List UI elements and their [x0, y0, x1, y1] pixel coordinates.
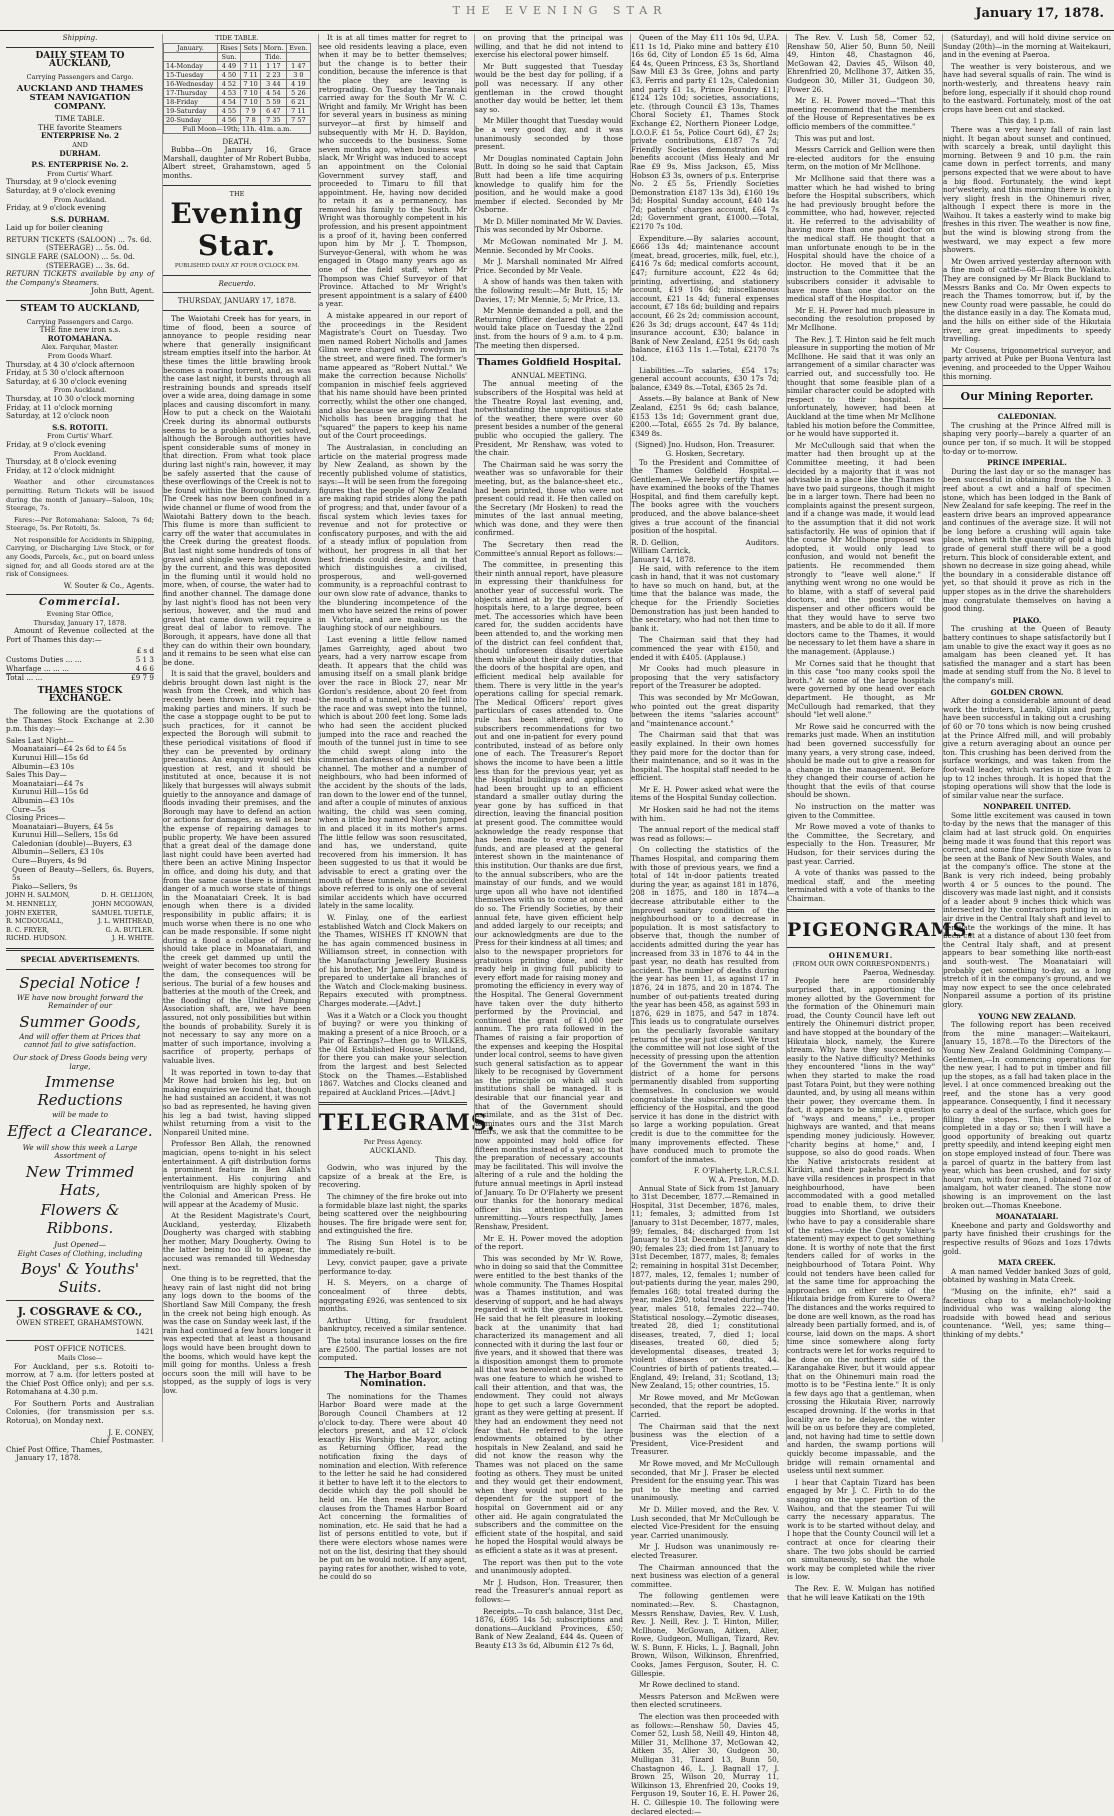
article-paragraph: Mr J. Hudson, Hon. Treasurer, then read the Treasurer's annual report as follows:— [475, 1577, 623, 1604]
fares-note: Fares:—Per Rotomahana: Saloon, 7s 6d; Steerage, 5s. Per Rotoiti, 5s. [6, 515, 154, 533]
schedule-title: S.S. DURHAM. [50, 214, 110, 224]
column-5 [630, 33, 779, 1816]
table-row: 18-Friday 4 54 7 10 5 59 6 21 [164, 97, 311, 106]
post-office-place: Chief Post Office, Thames, [6, 1444, 103, 1454]
stock-line: Kurunui Hill—15s 6d [12, 752, 89, 762]
article-paragraph: Last evening a little fellow named James Garreighty, aged about two years, had a very narrow escape from death. It appears that the child was amusing itself on a small plank bridge over the race in Block 27, near Mr Gordon's residence, about 20 feet from the mouth of a tunnel, when he fell into the race and was swept into the tunnel, which is about 200 feet long. Some lads who had seen the accident plucked jumped into the race and reached the mouth of the tunnel just in time to see the child swept along into the cimmerian darkness of the underground channel. The mother and a number of neighbours, who had been informed of the accident by the shouts of the lads, ran down to the lower end of the tunnel, and after a couple of minutes of anxious waiting, the child was seen coming, when a little boy named Norton jumped in and placed it in its mother's arms. The little fellow was soon resuscitated, and has, we understand, quite recovered from his immersion. It has been suggested to us that it would be advisable to erect a grating over the mouth of these tunnels, as the accident above referred to is only one of several similar accidents which have occurred lately in the same locality. [319, 634, 467, 911]
auditor-row: R. D. Gellion, Auditors. [631, 537, 779, 547]
article-paragraph: A man named Vedder banked 3ozs of gold, obtained by washing in Mata Creek. [943, 1266, 1111, 1285]
schedule-line: From Auckland. [53, 449, 107, 458]
page-header [0, 0, 1114, 31]
article-paragraph: Liabilities.—To salaries, £54 17s; general account accounts, £30 17s 7d; balance, £349 8s.—Total, £365 2s 7d. [631, 365, 779, 392]
article-paragraph: Mr Mennie demanded a poll, and the Returning Officer declared that a poll would take place on Tuesday the 22nd inst. from the hours of 9 a.m. to 4 p.m. The meeting then dispersed. [475, 306, 623, 350]
dateline: This day, 1 p.m. [998, 116, 1056, 126]
stock-line: Kurunui Hill—Sellers, 15s 6d [12, 830, 119, 840]
article-paragraph: The annual meeting of the subscribers of the Hospital was held at the Theatre Royal last evening, and, notwithstanding the unpropitious state of the weather, there were over 60 present besides a number of the general public who occupied the gallery. The President, Mr Renshaw, was voted to the chair. [475, 379, 624, 458]
motto: Recuerdo. [218, 278, 256, 288]
article-paragraph: Mr E. H. Power had much pleasure in seconding the resolution proposed by Mr McIlhone. [787, 305, 935, 332]
nameplate-the: THE [229, 189, 245, 198]
article-paragraph: A vote of thanks was passed to the medical staff, and the meeting terminated with a vote of thanks to the Chairman. [787, 868, 935, 903]
table-row: 16-Wednesday 4 52 7 10 3 44 4 19 [164, 79, 311, 88]
article-paragraph: Receipts.—To cash balance, 31st Dec, 1876, £695 14s 5d; subscriptions and donations—Auckland Provinces, £50; Bank of New Zealand, £44 4s. Queen of Beauty £13 3s 6d, Albumin £12 7s 6d, [475, 1606, 623, 1650]
article-paragraph: Mr Owen arrived yesterday afternoon with a fine mob of cattle—68—from the Waikato. They are consigned by Mr Black Buckland to Messrs Banks and Co. Mr Owen expects to reach the Thames tomorrow, but if, by the new County road were passable, he could do the distance easily in a day. The Komata mud, and the hills on either side of the Hikutaia river, are great impediments to speedy travelling. [943, 256, 1111, 344]
hospital-heading: Thames Goldfield Hospital. [476, 357, 622, 369]
article-paragraph: The Rev. E. W. Mulgan has notified that he will leave Katikati on the 19th [787, 1583, 935, 1602]
edition-date: THURSDAY, JANUARY 17, 1878. [177, 296, 297, 306]
article-paragraph: Mr E. H. Power asked what were the items of the Hospital Sunday collection. [631, 784, 779, 803]
schedule-line: Friday, at 12 o'clock midnight [6, 465, 115, 475]
article-paragraph: Mr McCullough said that when the matter had then brought up at the Committee meeting, it had been decided by a majority that it was not advisable in a place like the Thames to have two paid surgeons, though it might be in a larger town. There had been no complaints against the present surgeon, and if a change was made, it would lead to the assumption that it did not work satisfactorily. He was of opinion that if the course Mr McIlhone proposed was adopted, it would only lead to confusion, and would not benefit the patients. He recommended them strongly to "leave well alone." If anything went wrong no one would be to blame, with a staff of several paid doctors, and the position of the dispenser and other officers would be that they would have to serve two masters, and be able to do it all. If more doctors came to the Thames, it would be necessary to let them have a share in the management. (Applause.) [787, 440, 935, 656]
correspondents-line: (FROM OUR OWN CORRESPONDENTS.) [792, 960, 930, 969]
ad-text: Our stock of Dress Goods being very large, [13, 1052, 147, 1071]
liability-note: Not responsible for Accidents in Shipping, Carrying, or Discharging Live Stock, or for any Goods, Parcels, &c., put on board unless signed for, and all Goods stored are at the risk of Consignees. [6, 535, 155, 579]
boys-suits: Boys' & Youths' Suits. [20, 1260, 140, 1297]
article-paragraph: To the President and Committee of the Thames Goldfield Hospital.—Gentlemen,—We hereby certify that we have examined the books of the Thames Hospital, and find them carefully kept. The books agree with the vouchers produced, and the above balance-sheet gives a true account of the financial position of the hospital. [631, 457, 779, 536]
article-paragraph: Mr Hosken said he had not the items with him. [631, 805, 779, 823]
article-paragraph: Messrs Paterson and McEwen were then elected scrutineers. [631, 1691, 779, 1710]
stock-line: Moanataiari—£4 7s [12, 778, 84, 788]
ad-subtitle: Carrying Passengers and Cargo. [26, 72, 134, 81]
article-paragraph: The Rev. V. Lush 58, Comer 52, Renshaw 50, Alier 50, Bunn 50, Neill 49, Hinton 48, Chastagnon 46, McGowan 42, Davies 45, Wilson 40, Ehrenfried 20, McIlhone 37, Aitken 35, Gudgeon 30, Miller 31, Gudgeon 30, Power 26. [787, 33, 935, 94]
article-paragraph: Messrs Carrick and Gellion were then re-elected auditors for the ensuing term, on the motion of Mr McIlhone. [787, 145, 935, 172]
post-notice: For Southern Ports and Australian Colonies, (for transmission per s.s. Rotorua), on Monday next. [6, 1398, 154, 1426]
article-paragraph: One thing is to be regretted, that the heavy rain of last night did not bring any logs down to the booms of the Shortland Saw Mill Company, the fresh in the creek not being high enough. As was the case on Sunday week last, if the rain had continued a few hours longer it was expected that at least a thousand logs would have been brought down to the booms, which would have kept the mill going for months. Unless a fresh occurs soon the mill will have to be stopped, as the supply of logs is very low. [163, 1274, 311, 1395]
ad-text: We will show this week a Large Assortment of [22, 1142, 138, 1161]
schedule-line: Saturday, at 12 o'clock noon [6, 411, 110, 421]
article-paragraph: After doing a considerable amount of dead work the tributers, Lamb, Gilpin and party, have been successful in taking out a crushing of 60 or 70 tons which is now being crushed at the Prince Alfred mill, and will probably give a return averaging about an ounce per ton. This crushing has been derived from the surface workings, and was taken from the foot-wall leader, which varies in size from 2 up to 12 inches through. It is hoped that the stoping operations will show that the lode is of similar value near the surface. [943, 696, 1111, 800]
schedule-line: Laid up for boiler cleaning [6, 223, 103, 233]
article-paragraph: W. Finlay, one of the earliest established Watch and Clock Makers on the Thames, WISHES IT KNOWN that he has again commenced business in Williamson street, in connection with the Manufacturing Jewellery Business of his brother, Mr James Finlay, and is prepared to undertake all branches of the Watch and Clock-making business. Repairs executed with promptness. Charges moderate.—[Advt.] [319, 912, 467, 1008]
schedule-line: From Curtis' Wharf. [47, 432, 113, 441]
stock-intro: The following are the quotations of the Thames Stock Exchange at 2.30 p.m. this day:— [6, 706, 154, 734]
schedule-line: Thursday, at 4 30 o'clock afternoon [6, 359, 135, 369]
article-paragraph: Mr McGowan nominated Mr J. M. Mennie. Seconded by Mr Cooks. [475, 237, 623, 255]
article-paragraph: The weather is very boisterous, and we have had several squalls of rain. The wind is north-westerly, and threatens heavy rain before long, especially if it should chop round to the eastward. Fortunately, most of the oat crops have been cut and stacked. [943, 61, 1111, 114]
article-paragraph: There was a very heavy fall of rain last night. It began about sunset and continued, with scarcely a break, until daylight this morning. Between 9 and 10 p.m. the rain came down in perfect torrents, and many persons expected that we were about to have a big flood. Fortunately, the wind kept nor'westerly, and this morning there is only a very slight fresh in the Ohinemuri river, although I expect there is more in the Waihou. It takes a easterly wind to make big freshes in this river. The weather is now fine, but the wind is blowing strong from the westward, we may expect a few more showers. [943, 124, 1111, 255]
ad-text: Just Opened— [54, 1239, 106, 1249]
ohinemuri-heading: OHINEMURI. [828, 950, 894, 960]
article-paragraph: This was seconded by Mr W. Rowe, who in doing so said that the Committee were entitled to the best thanks of the whole community. The Thames Hospital was a Thames institution, and was deserving of support, and he had always regarded it with the greatest interest. He said that he felt pleasure in looking back at the unanimity that had characterized its management and all connected with it during the last four or five years, and it showed that there was a disposition amongst them to promote all that was benevolent and good. There was one feature to which he wished to call their attention, and that was, the endowment. They could not always hope to get such a large Government grant as they were getting at present. If they had an endowment they need not fear that. He referred to the large endowments obtained by other hospitals in New Zealand, and said he did not know the reason why the Thames was not placed on the same footing as others. They must be united and they would get their endowment, when they would not need to be dependent for the support of the hospital on Government aid or any other aid. He again congratulated the subscribers and the committee on the efficient state of the hospital, and said he hoped the Hospital would always be as efficient a state as it was at present. [475, 1253, 623, 1555]
steamer-name: ROTOMAHANA. [47, 333, 113, 343]
dateline: Paeroa, Wednesday. [862, 967, 935, 977]
schedule-line: From Goods Wharf. [47, 352, 113, 360]
mine-heading: GOLDEN CROWN. [990, 687, 1064, 697]
ad-number: 1421 [135, 1326, 154, 1336]
article-paragraph: The election was then proceeded with as follows:—Renshaw 50, Davies 45, Comer 52, Lush 58, Neill 49, Hinton 48, Miller 31, McIlhone 37, McGowan 42, Aitken 35, Alier 30, Gudgeon 30, Mulligan 31, Tizard 13, Bunn 50, Chastagnon 46, L. J. Bagnall 17, J. Brown 25, Wilson 20, Murray 11, Wilkinson 13, Ehrenfried 20, Cooks 19, Ferguson 19, Souter 16, E. H. Power 26, H. C. Gillespie 10. The following were declared elected:— [631, 1712, 779, 1816]
telegram-item: Arthur Utting, for fraudulent bankruptcy, received a similar sentence. [319, 1315, 467, 1334]
revenue-intro: Amount of Revenue collected at the Port of Thames this day:— [6, 626, 154, 644]
return-note: RETURN TICKETS available by any of the Company's Steamers. [6, 269, 154, 287]
article-paragraph: Kneebone and party and Goldsworthy and party have finished their crushings for the respective results of 96ozs and 1ozs 17dwts gold. [943, 1220, 1111, 1256]
article-paragraph: The Chairman said that that was easily explained. In their own homes they paid more for the doctor than for their maintenance, and so it was in the hospital. The hospital staff needed to be efficient. [631, 730, 779, 783]
favorite-steamers: THE favorite Steamers [38, 122, 122, 132]
article-paragraph: The Waiotahi Creek has for years, in time of flood, been a source of annoyance to people residing near where that generally insignificant stream empties itself into the harbor. At these times the little brawling brook becomes a roaring torrent, and, as was the case last night, it bursts through all restraining bounds and spreads itself over a wide area, doing damage in some places and causing discomfort in many. How to put a check on the Waiotahi Creek during its abnormal outbursts seems to be a problem not yet solved, although the Borough authorities have spent considerable sums of money in that direction. From what took place during last night's rain, however, it may be safely asserted that the cause of these overflowings of the Creek is not to be found within the Borough boundary. The Creek has now been confined in a wide channel or flume of wood from the Waiotahi Battery down to the beach. This flume is more than sufficient to carry off the water that accumulates in the Creek during the greatest floods. But last night some hundreds of tons of gravel and shingle were brought down by the current, and this was deposited in the fluming until it would hold no more, when, of course, the water had to find another channel. The damage done by last night's flood has not been very serious, however, and the mud and gravel that came down will require a great deal of labor to remove. The Borough, it appears, have done all that they can do within their own boundary, and it remains to be seen what else can be done. [163, 313, 311, 667]
harbor-board-heading: The Harbor Board Nomination. [344, 1369, 442, 1390]
published-line: PUBLISHED DAILY AT FOUR O'CLOCK P.M. [174, 263, 300, 270]
schedule-line: From Auckland. [53, 195, 107, 204]
stock-line: Albumin—Sellers, £3 10s [12, 847, 104, 857]
ad-text: will be made to [52, 1110, 108, 1120]
article-paragraph: Mr Rowe moved, and Mr McGowan seconded, that the report be adopted. Carried. [631, 1392, 779, 1420]
broker-row: R. MCDOUGALL, J. L. WHITHEAD, [6, 917, 154, 926]
steamer-name: ENTERPRISE No. 2 [40, 131, 119, 141]
stock-title: THAMES STOCK EXCHANGE. [37, 685, 123, 705]
article-paragraph: The report was then put to the vote and unanimously adopted. [475, 1557, 623, 1576]
table-header-row: Sun. Tide. [164, 52, 311, 61]
article-paragraph: The following gentlemen were nominated:—Rev. S. Chastagnon, Messrs Renshaw, Davies, Rev. V. Lush, Rev. J. Neill, Rev. J. T. Hinton, Miller, McIlhone, McGowan, Aitken, Alier, Rowe, Gudgeon, Mulligan, Tizard, Rev. W. S. Bunn, F. Hicks, L. J. Bagnall, John Brown, Wilson, Wilkinson, Ehrenfried, Cooks, James Ferguson, Souter, H. C. Gillespie. [631, 1591, 779, 1678]
article-paragraph: Mr Butt suggested that Tuesday would be the best day for polling, if a poll was necessary. If any other gentleman in the crowd thought another day would be better, let them say so. [475, 61, 623, 114]
article-paragraph: The Australasian, in concluding an article on the material progress made by New Zealand, as shown by the recently published volume of statistics, says:—It will be seen from the foregoing figures that the people of New Zealand are making rapid strides along the path of progress; and that, under favour of a fiscal system which levies taxes for revenue and not for protective or confiscatory purposes, and with the aid of a steady influx of population from without, her progress in all that her best friends could desire, and in that which distinguishes a civilised, prosperous, and well-governed community, is a reproachful contrast to our own slow rate of advance, thanks to the blundering incompetence of the men who have seized the reins of power in Victoria, and are making us the laughing stock of our neighbours. [319, 442, 467, 633]
article-paragraph: Mr J. Marshall nominated Mr Alfred Price. Seconded by Mr Veale. [475, 257, 623, 275]
article-paragraph: Was it a Watch or a Clock you thought of buying? or were you thinking of making a present of a nice Brooch, or a Pair of Earrings?—then go to WILKES, the Old Established House, Shortland, for there you can make your selection from the largest and best Selected Stock on the Thames.—Established 1867. Watches and Clocks cleaned and repaired at Auckland Prices.—[Advt.] [319, 1010, 467, 1097]
broker-row: B. C. FRYER, G. A. BUTLER. [6, 925, 154, 934]
broker-row: RICHD. HUDSON. J. H. WHITE. [6, 934, 154, 943]
table-row: 19-Saturday 4 55 7 9 6 47 7 11 [164, 106, 311, 115]
steamer-name: DURHAM. [59, 148, 101, 158]
stock-line: Sales Last Night— [6, 735, 74, 745]
article-paragraph: Mr Rowe moved, and Mr McCullough seconded, that Mr J. Fraser be elected President for the ensuing year. This was put to the meeting and carried unanimously. [631, 1459, 779, 1503]
hospital-subheading: ANNUAL MEETING. [511, 370, 587, 380]
table-row: 14-Monday 4 49 7 11 1 17 1 47 [164, 61, 311, 70]
tide-table [163, 43, 311, 134]
article-paragraph: It was reported in town to-day that Mr Rowe had broken his leg, but on making enquiries we found that, though he had sustained an accident, it was not so bad as represented, he having given his leg a bad twist, having slipped whilst returning from a visit to the Nonpareil United mine. [163, 1067, 311, 1137]
stock-line: Moanataiari—£4 2s 6d to £4 5s [12, 744, 127, 754]
pigeongrams-heading: PIGEONGRAMS. [787, 918, 975, 941]
ad-line: THE fine new iron s.s. [39, 325, 121, 335]
article-paragraph: The Chairman announced that the next business was election of a general committee. [631, 1562, 779, 1589]
mine-heading: PIAKO. [1012, 615, 1042, 625]
schedule-line: From Curtis' Wharf. [47, 169, 113, 178]
post-notice: For Auckland, per s.s. Rotoiti to-morrow, at 7 a.m. (for letters posted at the Chief Post Office only); and per s.s. Rotomahana at 4.30 p.m. [6, 1361, 154, 1397]
article-paragraph: During the last day or so the manager has been successful in obtaining from the No. 3 reef about a cwt and a half of specimen stone, which has been lodged in the Bank of New Zealand for safe keeping. The reef in the eastern drive bears an improved appearance and continues of the average size. It will not be long before a crushing will again take place, when with the quantity of gold a high grade of general stuff there will be a good return. This block of considerable extent, and shown no decrease in size going ahead, while the boundary in a considerable distance off yet, so that should it prove as rich in the upper stopes as in the drive the shareholders may congratulate themselves on having a good thing. [943, 466, 1111, 614]
table-row: Full Moon—19th; 11h. 41m. a.m. [164, 124, 311, 133]
broker-row: M. HENNELLY, JOHN MCGOWAN, [6, 900, 154, 909]
mails-close: Mails Close— [57, 1353, 103, 1362]
agent-signature: John Butt, Agent. [91, 286, 154, 296]
masthead: THE EVENING STAR [452, 4, 668, 17]
article-paragraph: Mr McIlhone said that there was a matter which he had wished to bring before the Hospital subscribers, which he had previously brought before the committee, who had, however, rejected it. He referred to the advisability of having more than one paid doctor on the medical staff. He thought that a man unfortunate enough to be in the Hospital should have the choice of a doctor. He moved that it be an instruction to the Committee that the subscribers consider it advisable to have more than one doctor on the medical staff of the Hospital. [787, 173, 935, 304]
stock-line: Cure—Buyers, 4s 9d [12, 856, 87, 866]
revenue-total: Total ... ... £9 7 9 [6, 673, 154, 683]
dateline-time: This day. [435, 1154, 467, 1164]
schedule-line: Thursday, at 8 o'clock evening [6, 457, 117, 467]
steamer-name: S.S. ROTOITI. [52, 422, 108, 432]
telegram-item: Godwin, who was injured by the capsize of a break at the Ere, is recovering. [319, 1163, 467, 1190]
mine-heading: MOANATAIARI. [995, 1212, 1059, 1222]
article-paragraph: I hear that Captain Tizard has been engaged by Mr J. C. Firth to do the snagging on the upper portion of the Waihou, and that the steamer Tui will carry the necessary apparatus. The work is to be started without delay, and I hope that the County Council will let a contract at once for clearing their share. The two jobs should be carried on simultaneously, so that the whole work may be completed while the river is low. [787, 1477, 935, 1582]
article-paragraph: No instruction on the matter was given to the Committee. [787, 802, 935, 820]
article-paragraph: The following report has been received from the mine manager:—Waitekauri, January 15, 1878.—To the Directors of the Young New Zealand Goldmining Company.—Gentlemen,—In commencing operations for the new year, I had to put in timber and fill up the stopes, as a fall had taken place in the level. I at once commenced breaking out the reef, and the stone has a very good appearance. Consequently, I find it necessary to carry a deal of the surface, which goes for filling the stopes. This work will be completed in a day or so; then I will have a good opportunity of breaking out quartz pretty speedily, and intend keeping eight men on stope employed instead of four. There was a parcel of quartz in the battery from last year, which has been crushed, and for sixty hours' run, with four men, I obtained 71oz of amalgam, hot water cleaned. The stone now showing is an improvement on the last broken out.—Thomas Kneebone. [943, 1020, 1111, 1210]
signature: W. A. Preston, M.D. [708, 1175, 779, 1184]
stock-line: Albumin—£3 10s [12, 795, 74, 805]
effect-clearance: Effect a Clearance. [7, 1121, 153, 1140]
stock-line: Piako—Sellers, 9s [12, 881, 78, 891]
stock-line: Queen of Beauty—Sellers, 6s. Buyers, 5s [12, 864, 154, 883]
mine-heading: CALEDONIAN. [997, 412, 1057, 422]
schedule-title: P.S. ENTERPRISE No. 2. [31, 160, 129, 170]
article-paragraph: Queen of the May £11 10s 9d, U.P.A. £11 1s 1d, Piako mine and battery £10 16s 6d, City of London £5 1s 6d, Alma £4 4s, Queen Princess, £3 3s, Shortland Saw Mill £3 3s Gree, Johns and party £3, Ferris and party £1 12s, Caledonian and party £1 1s, Prince Foundry £11; £124 12s 10d; societies, associations, etc. (through Council £3 13s, Thames Choral Society £1, Thames Stock Exchange £2, Northern Pioneer Lodge, I.O.O.F. £1 5s, Police Court 6d), £7 2s; private contributions, £187 7s 7d; Friendly Societies demonstration and benefits account (Miss Healy and Mr Rae £9 9s, Miss Jackson, £5, Miss Hobson £3 3s, owners of p.s. Enterprise No. 2 £5 5s, Friendly Societies Demonstration £187 13s 3d), £160 19s 3d; Hospital Sunday account, £40 14s 7d; patients' charges account, £64 7s 2d; Government grant, £1000.—Total, £2170 7s 10d. [631, 33, 779, 232]
article-paragraph: A show of hands was then taken with the following result:—Mr Butt, 15; Mr Davies, 17; Mr Mennie, 5; Mr Price, 13. [475, 277, 623, 304]
master-name: Alex. Farquhar, Master. [41, 343, 119, 352]
tide-table-title: TIDE TABLE. [215, 34, 259, 42]
article-paragraph: It is at all times matter for regret to see old residents leaving a place, even when it may be to better themselves; but the change is to better their condition, because the inference is that the place they are leaving is retrograding. On Tuesday the Taranaki carried away for the South Mr W. C. Wright and family. Mr Wright has been for several years in business as mining surveyor—at first by himself and subsequently with Mr H. D. Bayldon, who succeeds to the business. Some seven months ago, when business was slack, Mr Wright was induced to accept an appointment on the Colonial Government survey staff, and proceeded to Timaru to fill that appointment. He, having now decided to retain it as a permanency, has removed his family to the South. Mr Wright was thoroughly competent in his profession, and his present appointment is a proof of it, having been conferred upon him by Mr J. T. Thompson, Surveyor-General, with whom he was engaged in Otago many years ago as one of the field staff, when Mr Thompson was Chief Surveyor of that Province. Attached to Mr Wright's present appointment is a salary of £400 a year. [319, 33, 467, 309]
stock-line: Kurunui Hill—15s 6d [12, 787, 89, 797]
stock-line: Sales This Day— [6, 770, 67, 780]
fare-line: SINGLE FARE (SALOON) ... 5s. 0d. [6, 252, 135, 262]
article-paragraph: Mr Rowe said he concurred with the remarks just made. When an institution had been governed successfully for many years, a very strong case, indeed, should be made out to give a reason for a change in the management. Before they changed their course of action he thought that the evils of that course should be shown. [787, 721, 935, 800]
article-paragraph: Mr Cooks had much pleasure in proposing that the very satisfactory report of the Treasurer be adopted. [631, 664, 779, 691]
fare-line: RETURN TICKETS (SALOON) ... 7s. 6d. [6, 234, 152, 244]
postmaster-title: Chief Postmaster. [90, 1436, 154, 1446]
article-paragraph: A mistake appeared in our report of the proceedings in the Resident Magistrate's Court on Tuesday. Two men named Robert Nicholls and James Glinn were charged with rowdyism in the street, and were fined. The former's name appeared as "Robert Nuttal." We make the correction because Nicholls' companion in mischief feels aggrieved that his name should have been printed correctly, whilst the other one changed, and also because we are informed that Nicholls has been bragging that he "squared" the papers to keep his name out of the Court proceedings. [319, 311, 467, 441]
article-paragraph: Mr J. Hudson was unanimously re-elected Treasurer. [631, 1542, 779, 1560]
auditor-date: January 14, 1878. [631, 555, 696, 565]
schedule-line: Friday, at 9 o'clock evening [6, 203, 106, 213]
schedule-line: Friday, at 9 o'clock evening [6, 439, 106, 449]
column-2 [162, 34, 311, 1442]
article-paragraph: Mr D. Miller nominated Mr W. Davies. This was seconded by Mr Osborne. [475, 216, 623, 235]
time-table: TIME TABLE. [55, 114, 105, 124]
flowers-ribbons: Flowers & Ribbons. [40, 1200, 120, 1237]
stock-line: Albumin—£3 10s [12, 761, 74, 771]
advertiser-address: OWEN STREET, GRAHAMSTOWN. [16, 1318, 144, 1328]
schedule-line: Saturday, at 6 30 o'clock evening [6, 376, 127, 386]
article-paragraph: At the Resident Magistrate's Court, Auckland, yesterday, Elizabeth Dougherty was charged with stabbing her mother, Mary Dougherty. Owing to the latter being too ill to appear, the accused was remanded till Wednesday next. [163, 1211, 311, 1272]
stock-line: Caledonian (double)—Buyers, £3 [12, 838, 132, 848]
article-paragraph: The Rev. J. T. Hinton said he felt much pleasure in supporting the motion of Mr McIlhone. He said that it was only an arrangement of a similar character was carried out, and successfully too. He thought that some feasible plan of a similar character could be adopted with respect to their hospital. He unfortunately, however, had been at Auckland at the time when Mr McIlhone tabled his motion before the Committee, or he would have supported it. [787, 334, 935, 439]
table-header-row: January. Rises Sets Morn. Even. [164, 43, 311, 52]
table-row: 20-Sunday 4 56 7 8 7 35 7 57 [164, 115, 311, 124]
column-7 [942, 34, 1111, 1442]
schedule-line: Thursday, at 9 o'clock evening [6, 177, 117, 187]
ad-company: AUCKLAND AND THAMES STEAM NAVIGATION COMPANY. [16, 84, 144, 112]
section-commercial: Commercial. [38, 597, 122, 609]
article-paragraph: The committee, in presenting this their ninth annual report, have pleasure in expressing their thankfulness for another year of successful work. The objects aimed at by the promoters of hospitals here, to a large degree, been met. The accessories which have been cared for, the sudden accidents have been attended to, and the working men of the district can feel confident that, should unforeseen disaster overtake them while about their daily duties, that the doors of the hospital are open, and efficient medical help available for them. There is very little in the year's operations calling for special remark. The Medical Officers' report gives particulars of cases attended to. One rule has been altered, giving to subscribers recommendations for two out and one in-patient for every pound contributed, instead of as before only one of each. The Treasurer's Report shows the income to have been a little less than for the previous year, yet as the Hospital buildings and appliances had been brought up to an efficient standard a smaller outlay during the year gone by has sufficed in that direction, leaving the financial position at present good. The committee would acknowledge the ready response that has been made to every appeal for funds, and are pleased at the general interest shown in the maintenance of this institution. Our thanks are due first, to the annual subscribers, who are the mainstay of our funds, and we would urge upon all who have not identified themselves with us to come at once and do so. The Friendly Societies, by their annual fete, have given efficient help and added largely to our receipts; and our acknowledgments are due to the Press for their kindness at all times; and also to the newspaper proprietors for gratuitous printing done, and their ready help in giving full publicity to every effort made for raising money and promoting the efficiency in every way of the Hospital. The General Government have taken over the duty hitherto performed by the Provincial, and continued the grant of £1,000 per annum. The pro rata followed in the Thames of raising a fair proportion of the expenses and keeping the Hospital under local control, seems to have given such general satisfaction as to appear likely to be recognised by Government as the principle on which all such institutions shall be managed. It is desirable that our financial year and that of the Government should assimilate, and as the 31st of Dec. terminates ours and the 31st March theirs, we ask that the committee to be now appointed may hold office for fifteen months instead of a year, so that the preparation of necessary accounts may be facilitated. This will involve the altering of a rule and the holding the future annual meetings in April instead of January. To Dr O'Flaherty we present our thanks for the honorary medical officer his attention has been unremitting.—Yours respectfully, James Renshaw, President. [475, 560, 623, 1231]
telegrams-heading: TELEGRAMS. [319, 1110, 496, 1137]
article-paragraph: This was put and lost. [795, 133, 875, 143]
postmaster-name: J. E. CONEY, [108, 1427, 154, 1437]
article-paragraph: Mr D. Miller moved, and the Rev. V. Lush seconded, that Mr McCullough be elected Vice-President for the ensuing year. Carried unanimously. [631, 1504, 779, 1540]
nameplate: Evening Star. [170, 197, 304, 263]
auditor-name: William Carrick, [631, 546, 691, 556]
telegram-item: The total insurance losses on the fire are £2500. The partial losses are not computed. [319, 1335, 467, 1363]
immense-reductions: Immense Reductions [37, 1073, 123, 1110]
fare-line: (STEERAGE) ... 5s. 0d. [46, 243, 130, 253]
dateline: AUCKLAND. [369, 1146, 417, 1156]
telegram-item: The Rising Sun Hotel is to be immediately re-built. [319, 1237, 467, 1256]
article-paragraph: The Chairman said he was sorry the weather was so unfavorable for their meeting, but, as the balance-sheet etc., had been printed, those who were not present could read it. He then called on the Secretary (Mr Hosken) to read the minutes of the last annual meeting, which was done, and they were then confirmed. [475, 459, 623, 538]
schedule-line: Thursday, at 10 30 o'clock morning [6, 393, 135, 403]
mine-heading: YOUNG NEW ZEALAND. [978, 1011, 1076, 1021]
stock-line: Closing Prices— [6, 813, 66, 823]
article-paragraph: The nominations for the Thames Harbor Board were made at the Borough Council Chambers at 12 o'clock to-day. There were about 40 electors present, and at 12 o'clock exactly His Worship the Mayor, acting as Returning Officer, read the notification fixing the days of nomination and election. With reference to the letter he said he had considered it better to have left it to the electors to decide which day the poll should be held on. He then read a number of clauses from the Thames Harbor Board Act concerning the formalities of nomination, etc. He said that he had a list of persons entitled to vote, but if there were electors whose names were not on the list, desiring that they should be put on he would notice. If any agent, paying rates for another, wished to vote, he could do so [319, 1391, 467, 1582]
mine-heading: PRINCE IMPERIAL. [987, 458, 1067, 468]
article-paragraph: Mr E. H. Power moved the adoption of the report. [475, 1233, 623, 1252]
article-paragraph: Mr Cornes said that he thought that in this case "too many cooks spoil the broth." At some of the large hospitals were governed by one head over each department. He thought, as Mr McCullough had remarked, that they should "let well alone." [787, 658, 935, 720]
press-agency: Per Press Agency. [363, 1138, 423, 1147]
article-paragraph: Mr Miller thought that Tuesday would be a very good day, and it was unanimously seconded by those present. [475, 116, 623, 152]
header-date: January 17, 1878. [975, 6, 1104, 21]
revenue-row: Wharfage ... ... ... 4 6 6 [6, 663, 154, 673]
stock-line: Cure—5s [12, 804, 46, 814]
article-paragraph: The Chairman said that the next business was the election of a President, Vice-President and Treasurer. [631, 1421, 779, 1457]
schedule-line: From Auckland. [53, 386, 107, 395]
stock-line: Moanataiari—Buyers, £4 5s [12, 821, 114, 831]
special-notice: Special Notice ! [19, 973, 141, 992]
article-paragraph: (Saturday), and will hold divine service on Sunday (20th)—in the morning at Waitekauri, and in the evening at Paeroa. [943, 33, 1111, 60]
article-paragraph: "Musing on the infinite, eh?" said a facetious chap to a melancholy-looking individual who was walking along the roadside with bowed head and serious countenance. "Well, yes; same thing—thinking of my debts." [943, 1286, 1111, 1339]
article-paragraph: Mr E. H. Power moved—"That this meeting recommend that the members of the House of Representatives be ex officio members of the committee." [787, 96, 935, 131]
office-date: Thursday, January 17, 1878. [33, 618, 127, 627]
article-paragraph: The Chairman said that they had commenced the year with £150, and ended it with £405. (Applause.) [631, 635, 779, 662]
ad-text: And will offer them at Prices that cannot fail to give satisfaction. [19, 1031, 141, 1050]
article-paragraph: on proving that the principal was willing, and that he did not intend to exercise his electoral power himself. [475, 33, 623, 60]
agent-signature: W. Souter & Co., Agents. [63, 580, 154, 590]
post-office-title: POST OFFICE NOTICES. [34, 1344, 126, 1354]
fare-line: (STEERAGE) ... 3s. 6d. [46, 260, 130, 270]
trimmed-hats: New Trimmed Hats, [25, 1162, 135, 1199]
broker-row: JOHN EXETER, SAMUEL TUETLE, [6, 908, 154, 917]
ad-text: Eight Cases of Clothing, including [17, 1248, 143, 1258]
article-paragraph: The crushing at the Prince Alfred mill is shaping very poorly—barely a quarter of an ounce per ton, if so much. It will be stopped to-day or to-morrow. [943, 420, 1111, 456]
mine-heading: NONPAREIL UNITED. [983, 802, 1071, 812]
schedule-line: Saturday, at 9 o'clock evening [6, 185, 116, 195]
revenue-header: £ s d [136, 646, 154, 656]
article-paragraph: Mr Cousens, trigonometrical surveyor, and party arrived at Puke per Buona Ventura last evening, and proceeded to the Upper Waihou this morning. [943, 345, 1111, 381]
signature: F. O'Flaherty, L.R.C.S.I. [693, 1166, 779, 1176]
article-paragraph: The annual report of the medical staff was read as follows:— [631, 825, 779, 843]
schedule-line: Friday, at 5 30 o'clock afternoon [6, 368, 125, 378]
ad-title: STEAM TO AUCKLAND, [20, 304, 140, 315]
signed-line: (Signed) Jno. Hudson, Hon. Treasurer. G. Hosken, Secretary. [635, 440, 775, 458]
broker-row: JOHN H. SALMON, D. H. GELLION, [6, 891, 154, 900]
weather-note: Weather and other circumstances permitting. Return Tickets will be issued during the month of January—Saloon, 10s; Steerage, 7s. [6, 478, 154, 513]
article-paragraph: Mr Rowe declined to stand. [639, 1680, 740, 1690]
section-shipping: Shipping. [62, 33, 98, 42]
article-paragraph: On collecting the statistics of the Thames Hospital, and comparing them with those of previous years, we find a total of 14t in-door patients treated during the year, as against 181 in 1876, 208 in 1875, and 180 in 1874—a decrease attributable either to the improved sanitary condition of the neighbourhood or to a decrease in population. It is most satisfactory to observe that, though the number of accidents admitted during the year has increased from 33 in 1876 to 44 in the past year, no death has resulted from accident. The number of deaths during the year has been 11, as against 17 in 1876, 24 in 1875, and 20 in 1874. The number of out-patients treated during the year has been 458, as against 593 in 1876, 629 in 1875, and 547 in 1874. This leads us to congratulate ourselves on the peculiarly favorable sanitary returns of the year just closed. We trust the committee will not lose sight of the necessity of pressing upon the attention of the Government the want in this district of a home for persons permanently disabled from supporting themselves. In conclusion we would congratulate the subscribers upon the efficiency of the Hospital, and the good service it has done in the district with so large a working population. Great credit is due to the committee for the many improvements effected. These have conduced much to promote the comfort of the inmates. [631, 845, 779, 1164]
article-paragraph: Mr Rowe moved a vote of thanks to the Committee, the Secretary, and especially to the Hon. Treasurer, Mr Hudson, for their services during the past year. Carried. [787, 822, 935, 866]
section-special-ads: SPECIAL ADVERTISEMENTS. [20, 955, 140, 964]
telegram-item: H. S. Meyers, on a charge of concealment of three debts, aggregating £926, was sentenced to six months. [319, 1278, 467, 1314]
column-4 [474, 33, 624, 1650]
article-paragraph: Expenditure.—By salaries account, £666 13s 4d; maintenance account (meat, bread, groceries, milk, fuel, etc.), £416 7s 6d; medical comforts account, £47; furniture account, £22 4s 6d; printing, advertising, and stationery account, £19 10s 6d; miscellaneous account, £21 1s 4d; funeral expenses account, £7 18s 6d; building and repairs account, £6 2s 2d; commission account, £26 3s 3d; drugs account, £47 4s 11d; insurance account, £30; balance in Bank of New Zealand, £251 9s 6d; cash balance, £163 11s 1.—Total, £2170 7s 10d. [631, 233, 779, 363]
article-paragraph: The Secretary then read the Committee's annual Report as follows:— [475, 540, 623, 558]
summer-goods: Summer Goods, [19, 1012, 141, 1031]
table-row: 15-Tuesday 4 50 7 11 2 23 3 0 [164, 70, 311, 79]
post-office-date: January 17, 1878. [16, 1453, 81, 1463]
ad-text: WE have now brought forward the Remainder of our [16, 992, 144, 1011]
article-paragraph: Mr Douglas nominated Captain John Butt. In doing so he said that Captain Butt had been a life time acquiring knowledge to qualify him for the position, and he would make a good member if elected. Seconded by Mr Osborne. [475, 153, 623, 215]
revenue-row: Customs Duties ... ... 5 1 3 [6, 655, 154, 664]
ad-subtitle: Carrying Passengers and Cargo. [26, 317, 134, 326]
column-3 [318, 33, 496, 1582]
death-notice: Bubba—On January 16, Grace Marshall, daughter of Mr Robert Bubba, Albert street, Grahamstown, aged 5 months. [163, 145, 311, 180]
office-line: Evening Star Office, [46, 610, 114, 619]
article-paragraph: Assets.—By balance at Bank of New Zealand, £251 9s 6d; cash balance, £153 13s 1d; Government grant due, £200.—Total, £655 2s 7d. By balance, £349 8s. [631, 394, 779, 438]
telegram-item: The chimney of the fire broke out into a formidable blaze last night, the sparks being scattered over the neighbouring houses. The fire brigade were sent for, and extinguished the fire. [319, 1192, 467, 1236]
article-paragraph: This was seconded by Mr McGowan, who pointed out the great disparity between the items "salaries account" and "maintenance account." [631, 692, 779, 728]
article-paragraph: The crushing at the Queen of Beauty battery continues to shape satisfactorily but I am unable to give the exact way it goes as no amalgam has been cleaned yet. It has satisfied the manager and a start has been made at sending stuff from the No. 8 level to the company's mill. [943, 624, 1111, 685]
column-1 [6, 33, 155, 1463]
death-title: DEATH. [222, 136, 252, 146]
ad-title: DAILY STEAM TO AUCKLAND, [35, 50, 125, 70]
article-paragraph: It is said that the gravel, boulders and debris brought down last night is the wash from the Creek, and which has recently been thrown into it by road-making parties and miners. If such be the case a stoppage ought to be put to such practices, for it cannot be expected the Borough will submit to these periodical visitations of flood if they can be prevented by ordinary precautions. An enquiry would set this question at rest, and it should be instituted at once, because it is not likely that burgesses will always submit quietly to the annoyance and damage of floods invading their premises, and the Borough may have to defend an action or actions for damages, as well as bear the expense of repairing damages to public property. We have been assured that a great deal of the damage done last night could have been averted had there been an active Mining Inspector in office, and doing his duty, and that from the same cause there is imminent danger of a much worse state of things in the Moanataiari Creek. It is bad enough when there is a divided responsibility in public affairs; it is much worse when there is no one who can be made responsible. If some night during a flood a collapse of fluming should take place in Moanataiari, and the creek get dammed up until the weight of water becomes too strong for the dam, the consequences will be serious. The burial of a few houses and batteries at the mouth of the Creek, and the flooding of the United Pumping Association shaft, are, we have been assured, not only possibilities but within the bounds of probability. Surely it is not necessary to say any more on a matter of such importance, involving a sacrifice of property, perhaps of valuable lives. [163, 669, 311, 1065]
article-paragraph: Professor Ben Allah, the renowned magician, opens to-night in his select entertainment. A gift distribution forms a prominent feature in Ben Allah's entertainment. His conjuring and ventriloquism are highly spoken of by the Colonial and American Press. He will appear at the Academy of Music. [163, 1139, 311, 1209]
article-paragraph: People here are considerably surprised that, in apportioning the money allotted by the Government for the formation of the Ohinemuri main road, the County Council have left out entirely the Ohinemuri district proper, and have stopped at the boundary of the Hikutaia block, namely, the Kurere stream. Why have they succeeded so easily to the Native difficulty? Methinks they encountered "lions in the way" when they started to make the road past Totara Point, but they were nothing daunted, and, by using all means within their power, they overcame them. In fact, it appears to be simply a question of "ways and means," i.e., proper highways are wanted, and that means spending money judiciously. However, "charity begins at home," and, I suppose, so also do good roads. When the Native aristocrats resident at Kirikiri, and their pakeha friends who have villa residences in prospect in that neighbourhood, have been accommodated with a good metalled road to enable them, to drive their buggies into Shortland, we outsiders (who have to pay a considerable share of the rates—vide the County Valuer's statement) may expect to get something done. It is worthy of note that the first tenders called for of works in the neighbourhood of Totara Point. Why could not tenders have been called for at the same time for approaching the approaches on either side of the Hikutaia bridge from Kurere to Owera? The distances and the works required to be done are well known, as the road has already been partially formed, and is, of course, laid down on the maps. A short time since somewhere along forty contracts were let for works required to be done on the northern side of the Karangahake River, but it would appear that on the Ohinemuri main road the motto is to be "Festina lente." It is only a few days ago that a gentleman, when crossing the Hikutaia River, narrowly escaped drowning. If the works in that locality are to be delayed, the winter will be on us before they are completed, and, not having had time to settle down and harden, the swamp portions will quickly become impassable, and the bridge will remain ornamental and useless until next summer. [787, 976, 935, 1476]
telegram-item: Levy, convict pauper, gave a private performance to-day. [319, 1258, 467, 1276]
mine-heading: MATA CREEK. [998, 1258, 1056, 1268]
advertiser-name: J. COSGRAVE & CO., [17, 1305, 143, 1319]
table-row: 17-Thursday 4 53 7 10 4 54 5 26 [164, 88, 311, 97]
article-paragraph: Some little excitement was caused in town to-day by the news that the manager of this claim had at last struck gold. On enquiries being made it was found that this report was correct, and some fine specimen stone was to be seen at the Bank of New South Wales, and at the company's office. The stone at the Bank is very rich indeed, being probably worth 4 or 5 ounces to the pound. The discovery was made last night, and it consists of a leader about 9 inches thick which was intersected by the contractors putting in an air drive in the Central Italy shaft and level to ventilate the workings of the mine. It has been cut at a distance of about 130 feet from the Central Italy shaft, and at present appears to bear something like north-east and south-west. The Moanataiari will probably get something to-day, as a long stretch of it in the company's ground, and we may now expect to see the once celebrated Nonpareil assume a portion of its pristine glory. [943, 810, 1111, 1009]
article-paragraph: Annual State of Sick from 1st January to 31st December, 1877.—Remained in Hospital, 31st December, 1876, males, 11; females, 3; admitted from 1st January to 31st December, 1877, males, 99; females, 84; discharged from 1st January to 31st December, 1877, males 90; females 23; died from 1st January to 31st December, 1877, males, 8; females 2; remaining in hospital 31st December, 1877, males, 12, females 1; number of out-patients during the year, males 290, females 168; total treated during the year, males 290, total treated during the year, males 518, females 222—740. Statistical nosology.—Zymotic diseases, treated 28, died 1; constitutional diseases, treated, 7, died 1; local diseases, treated 60, died 5; developmental diseases, treated 3; violent diseases or deaths, 44. Countries of birth of patients treated.—England, 49; Ireland, 31; Scotland, 13; New Zealand, 15; other countries, 15. [631, 1183, 779, 1391]
mining-reporter-heading: Our Mining Reporter. [960, 390, 1094, 404]
schedule-line: Friday, at 11 o'clock morning [6, 402, 113, 412]
column-6 [786, 33, 975, 1602]
article-paragraph: He said, with reference to the item cash in hand, that it was not customary to have so much on hand, but, at the time that the balance was made, the cheque for the Friendly Societies Demonstration has just been handed to the secretary, who had not then time to bank it. [631, 563, 779, 633]
and-text: AND [72, 140, 88, 149]
